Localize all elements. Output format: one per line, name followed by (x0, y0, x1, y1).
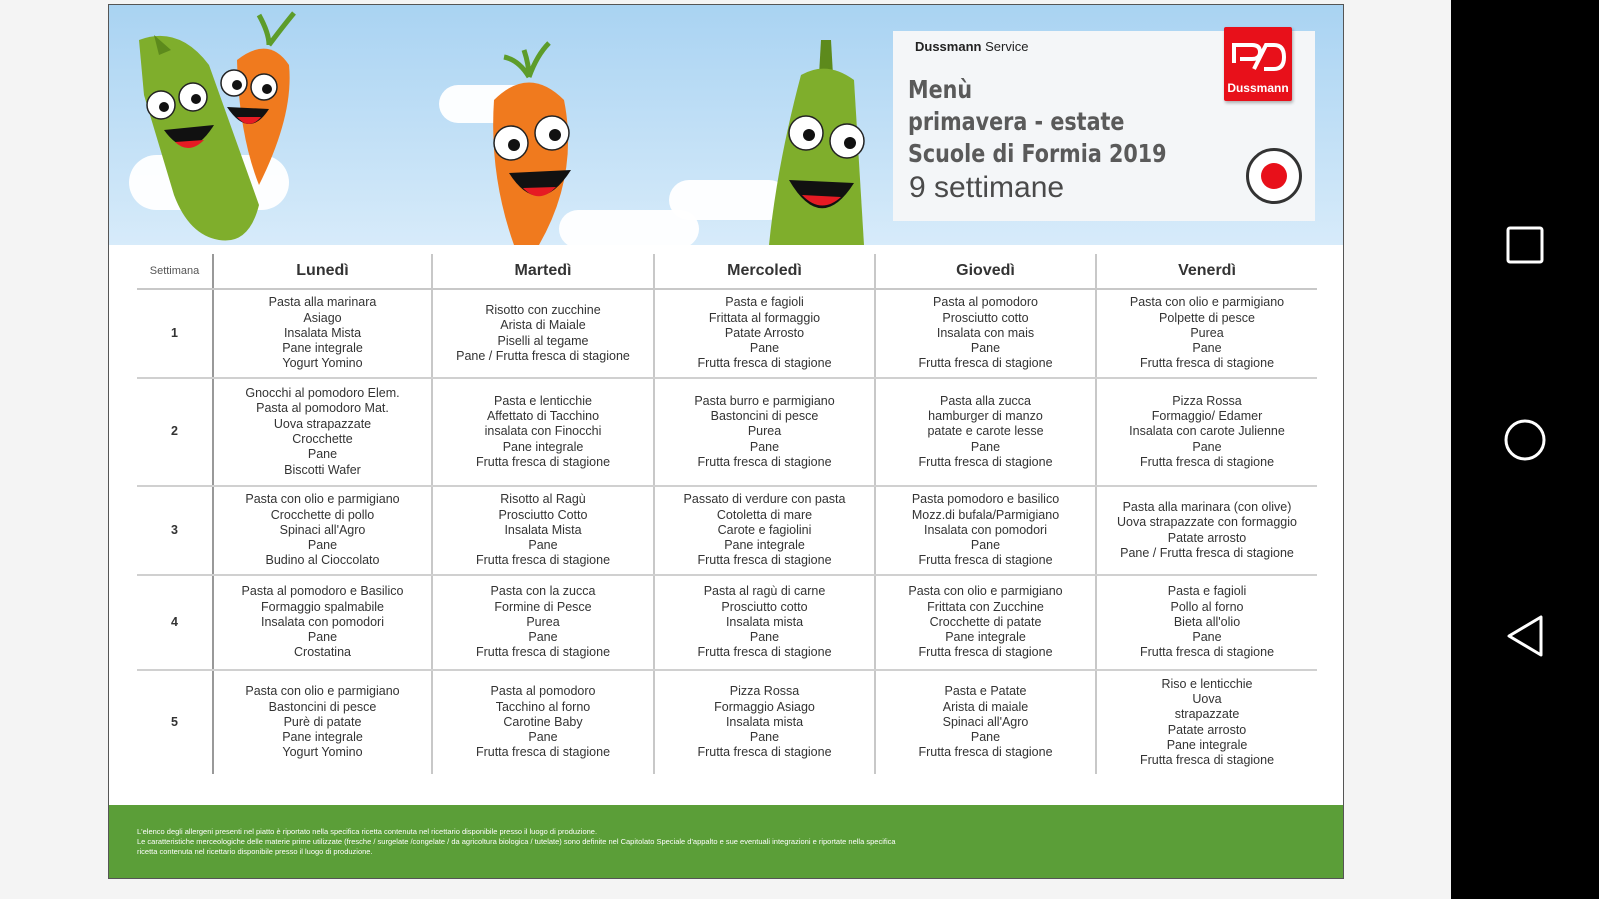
circle-icon (1503, 418, 1547, 462)
menu-item: Frutta fresca di stagione (475, 645, 611, 660)
triangle-back-icon (1505, 614, 1545, 658)
title-line-1: Menù (908, 75, 973, 104)
menu-item: Pasta alla zucca (939, 393, 1032, 408)
menu-item: Pasta al ragù di carne (703, 584, 826, 599)
menu-cell (654, 486, 875, 575)
menu-cell (213, 486, 432, 575)
menu-cell (654, 670, 875, 774)
menu-item: Uova strapazzate con formaggio (1117, 515, 1297, 530)
menu-item: Frutta fresca di stagione (918, 745, 1053, 760)
menu-item: Patate arrosto (1167, 722, 1247, 737)
menu-item: Insalata mista (725, 614, 804, 629)
table-row (137, 378, 1317, 486)
footer-band (109, 805, 1344, 879)
day-header: Martedì (432, 254, 654, 289)
week-number: 2 (137, 378, 213, 486)
menu-item: Piselli al tegame (497, 333, 589, 348)
menu-item: Prosciutto Cotto (498, 507, 588, 522)
table-row (137, 575, 1317, 670)
menu-item: Prosciutto cotto (942, 310, 1029, 325)
day-header: Venerdì (1096, 254, 1317, 289)
menu-item: Pasta e fagioli (1167, 584, 1247, 599)
menu-item: Affettato di Tacchino (486, 409, 600, 424)
pd-logo-icon (1224, 33, 1292, 81)
menu-item: Patate Arrosto (724, 325, 805, 340)
menu-item: Pane integrale (282, 341, 363, 356)
menu-item: Uova (1192, 691, 1222, 706)
menu-item: Formaggio/ Edamer (1151, 409, 1263, 424)
menu-item: Pasta burro e parmigiano (694, 393, 835, 408)
certification-seal-icon (1246, 148, 1302, 204)
menu-item: Frutta fresca di stagione (697, 356, 832, 371)
menu-item: Pane (528, 730, 558, 745)
carrot-character-icon (493, 43, 571, 245)
menu-item: Pasta al pomodoro (933, 295, 1038, 310)
menu-item: Pasta alla marinara (con olive) (1122, 499, 1292, 514)
menu-cell (875, 378, 1096, 486)
menu-item: Spinaci all'Agro (279, 522, 366, 537)
back-button[interactable] (1451, 606, 1599, 666)
menu-item: Patate arrosto (1167, 530, 1247, 545)
table-row (137, 670, 1317, 774)
title-line-4: 9 settimane (909, 171, 1065, 204)
menu-cell (654, 378, 875, 486)
menu-item: Pane (307, 538, 338, 553)
menu-item: Frutta fresca di stagione (1139, 753, 1275, 768)
menu-cell (213, 378, 432, 486)
menu-item: Mozz.di bufala/Parmigiano (911, 507, 1060, 522)
day-header: Lunedì (213, 254, 432, 289)
menu-item: Insalata Mista (504, 522, 582, 537)
menu-item: Frutta fresca di stagione (918, 454, 1053, 469)
week-number: 1 (137, 289, 213, 378)
menu-item: Frutta fresca di stagione (697, 745, 832, 760)
menu-cell (432, 289, 654, 378)
menu-item: Pasta con olio e parmigiano (245, 492, 400, 507)
menu-item: Insalata con mais (936, 325, 1035, 340)
menu-item: patate e carote lesse (927, 424, 1044, 439)
menu-item: Risotto con zucchine (485, 302, 601, 317)
menu-item: Carotine Baby (503, 714, 583, 729)
menu-cell (1096, 289, 1317, 378)
menu-item: Budino al Cioccolato (265, 553, 380, 568)
menu-item: Frutta fresca di stagione (918, 645, 1053, 660)
menu-item: Risotto al Ragù (500, 492, 586, 507)
menu-item: Pizza Rossa (1172, 393, 1242, 408)
menu-item: Uova strapazzate (273, 416, 372, 431)
menu-cell (875, 670, 1096, 774)
menu-item: Bastoncini di pesce (710, 409, 819, 424)
menu-cell (654, 289, 875, 378)
menu-item: Yogurt Yomino (282, 745, 363, 760)
menu-item: Pane / Frutta fresca di stagione (456, 348, 630, 363)
menu-item: Pane (749, 630, 780, 645)
menu-item: Bastoncini di pesce (268, 699, 377, 714)
menu-item: Pizza Rossa (729, 684, 800, 699)
menu-cell (875, 289, 1096, 378)
menu-item: Formaggio Asiago (714, 699, 815, 714)
footer-note (137, 827, 897, 857)
menu-item: Pasta al pomodoro e Basilico (241, 584, 404, 599)
menu-item: Insalata mista (725, 714, 804, 729)
menu-item: Arista di maiale (942, 699, 1029, 714)
table-header-row (137, 254, 1317, 289)
day-header: Giovedì (875, 254, 1096, 289)
menu-item: Spinaci all'Agro (942, 714, 1029, 729)
recent-apps-button[interactable] (1451, 215, 1599, 275)
menu-item: Pasta con olio e parmigiano (1129, 295, 1285, 310)
menu-item: Frutta fresca di stagione (697, 553, 832, 568)
menu-item: Frutta fresca di stagione (475, 553, 611, 568)
menu-cell (1096, 378, 1317, 486)
menu-item: Prosciutto cotto (721, 599, 808, 614)
menu-item: Frutta fresca di stagione (697, 645, 832, 660)
menu-item: Pane (307, 447, 338, 462)
menu-item: Pane / Frutta fresca di stagione (1120, 545, 1294, 560)
menu-item: Pasta e Patate (944, 684, 1027, 699)
menu-item: Riso e lenticchie (1161, 676, 1253, 691)
menu-cell (875, 575, 1096, 670)
menu-item: strapazzate (1174, 707, 1240, 722)
menu-item: Purea (1190, 325, 1224, 340)
brand-line: Dussmann Service (915, 39, 1029, 54)
menu-item: Crocchette di pollo (270, 507, 375, 522)
menu-item: Pane (749, 730, 780, 745)
menu-item: Frutta fresca di stagione (697, 454, 832, 469)
menu-item: Pasta al pomodoro (490, 684, 596, 699)
menu-item: Formine di Pesce (494, 599, 592, 614)
menu-cell (875, 486, 1096, 575)
menu-cell (213, 670, 432, 774)
menu-cell (432, 575, 654, 670)
menu-item: Frutta fresca di stagione (475, 745, 611, 760)
day-header: Mercoledì (654, 254, 875, 289)
menu-item: Gnocchi al pomodoro Elem. (245, 386, 400, 401)
table-row (137, 289, 1317, 378)
title-line-3: Scuole di Formia 2019 (908, 139, 1167, 168)
menu-item: Formaggio spalmabile (261, 599, 384, 614)
menu-cell (432, 378, 654, 486)
menu-item: Pasta al pomodoro Mat. (256, 401, 389, 416)
table-row (137, 486, 1317, 575)
week-number: 5 (171, 714, 178, 729)
menu-item: Frutta fresca di stagione (918, 356, 1053, 371)
menu-item: Pane integrale (1166, 737, 1248, 752)
week-column-header: Settimana (137, 254, 213, 289)
vegetable-characters-illustration (109, 5, 893, 245)
menu-item: Pane (970, 538, 1001, 553)
menu-item: Pasta pomodoro e basilico (911, 492, 1060, 507)
menu-item: Pane (749, 439, 780, 454)
menu-item: Crocchette di patate (929, 614, 1042, 629)
menu-item: Asiago (303, 310, 342, 325)
menu-item: Bieta all'olio (1173, 614, 1241, 629)
menu-item: Pane (528, 538, 558, 553)
menu-item: Frutta fresca di stagione (475, 454, 611, 469)
week-number: 4 (137, 575, 213, 670)
menu-item: Cotoletta di mare (716, 507, 813, 522)
menu-cell (1096, 670, 1317, 774)
menu-item: Frittata al formaggio (708, 310, 821, 325)
menu-cell (213, 575, 432, 670)
menu-item: Carote e fagiolini (717, 522, 812, 537)
menu-item: Pane integrale (502, 439, 584, 454)
menu-item: Insalata Mista (283, 325, 362, 340)
menu-item: Passato di verdure con pasta (683, 492, 846, 507)
menu-item: Pane (528, 630, 558, 645)
menu-item: Pane integrale (282, 730, 363, 745)
menu-item: insalata con Finocchi (484, 424, 602, 439)
menu-item: Pane (307, 630, 338, 645)
menu-item: hamburger di manzo (928, 409, 1043, 424)
menu-item: Pasta con olio e parmigiano (245, 684, 400, 699)
menu-item: Crostatina (294, 645, 351, 660)
menu-item: Frutta fresca di stagione (1139, 645, 1275, 660)
menu-item: Pasta con la zucca (490, 584, 596, 599)
menu-table (137, 254, 1317, 774)
menu-cell (1096, 486, 1317, 575)
menu-item: Tacchino al forno (495, 699, 591, 714)
square-icon (1505, 225, 1545, 265)
menu-cell (432, 486, 654, 575)
menu-item: Pane (749, 341, 780, 356)
menu-item: Pasta alla marinara (268, 295, 377, 310)
menu-item: Polpette di pesce (1159, 310, 1255, 325)
menu-item: Pane (970, 439, 1001, 454)
menu-item: Pane integrale (724, 538, 805, 553)
logo-text: Dussmann (1227, 81, 1289, 95)
title-line-2: primavera - estate (908, 107, 1125, 136)
home-button[interactable] (1451, 410, 1599, 470)
menu-item: Insalata con carote Julienne (1129, 424, 1285, 439)
menu-item: Pollo al forno (1170, 599, 1244, 614)
menu-item: Frutta fresca di stagione (1139, 454, 1275, 469)
header-banner (109, 5, 1344, 245)
android-navigation-bar (1451, 0, 1599, 899)
dussmann-logo (1224, 27, 1292, 101)
menu-item: Insalata con pomodori (924, 522, 1047, 537)
menu-cell (213, 289, 432, 378)
footer-line: Le caratteristiche merceologiche delle materie prime utilizzate (fresche / surgelate /congelate / da agricoltura biologica / tutelate) sono definite nel Capitolato Speciale d'appalto e sue eventuali integrazioni e riportate nella specifica ricetta contenuta nel ricettario disponibile presso il luogo di produzione. (137, 837, 896, 856)
menu-item: Pane (1192, 341, 1222, 356)
menu-item: Pane (970, 730, 1001, 745)
menu-item: Pasta con olio e parmigiano (908, 584, 1063, 599)
menu-item: Pasta e fagioli (725, 295, 804, 310)
week-number: 3 (137, 486, 213, 575)
menu-item: Frittata con Zucchine (927, 599, 1044, 614)
menu-item: Pane integrale (945, 630, 1026, 645)
footer-line: L'elenco degli allergeni presenti nel piatto è riportato nella specifica ricetta contenuta nel ricettario disponibile presso il luogo di produzione. (137, 827, 598, 836)
menu-item: Biscotti Wafer (284, 462, 361, 477)
menu-item: Pane (1192, 439, 1222, 454)
menu-item: Pasta e lenticchie (494, 393, 592, 408)
menu-item: Purea (747, 424, 782, 439)
menu-item: Pane (970, 341, 1001, 356)
menu-item: Insalata con pomodori (261, 614, 384, 629)
menu-cell (1096, 575, 1317, 670)
menu-document (108, 4, 1344, 879)
zucchini-character-icon (769, 40, 864, 245)
menu-item: Purè di patate (283, 714, 362, 729)
menu-item: Frutta fresca di stagione (1139, 356, 1275, 371)
menu-item: Arista di Maiale (500, 318, 586, 333)
menu-item: Yogurt Yomino (282, 356, 363, 371)
menu-item: Pane (1192, 630, 1222, 645)
menu-cell (654, 575, 875, 670)
menu-item: Purea (526, 614, 560, 629)
menu-cell (432, 670, 654, 774)
menu-item: Crocchette (292, 432, 353, 446)
menu-item: Frutta fresca di stagione (918, 553, 1053, 568)
